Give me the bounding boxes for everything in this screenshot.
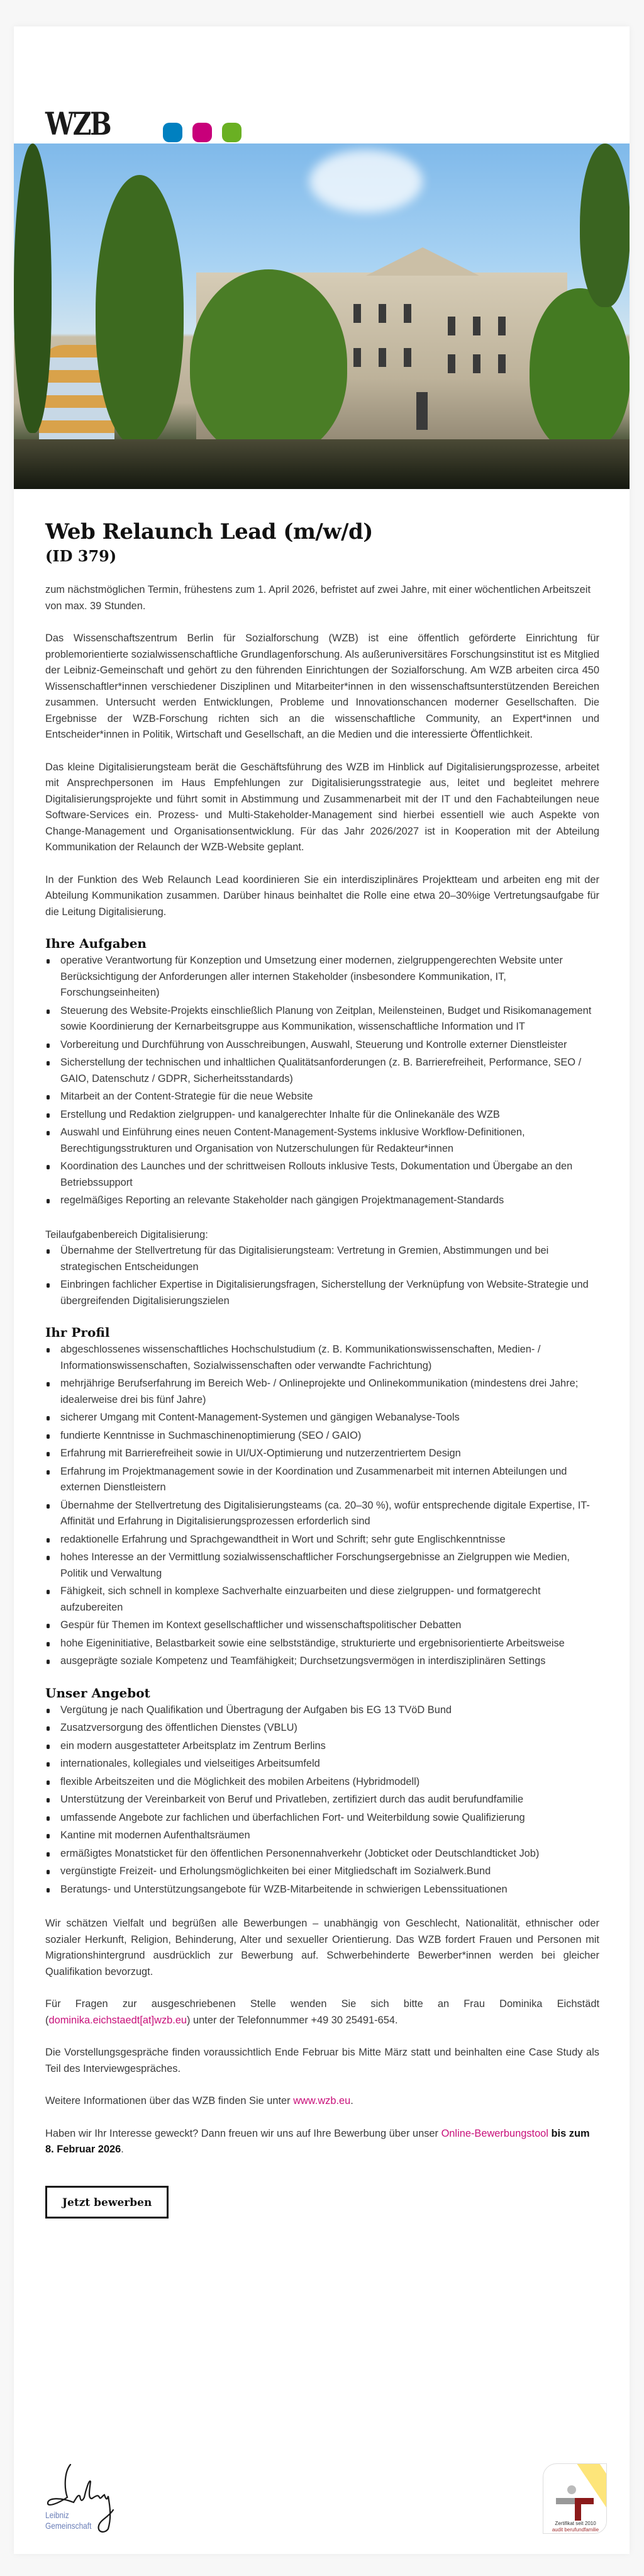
- list-item: Übernahme der Stellvertretung des Digitalisierungsteams (ca. 20–30 %), wofür entsprechende digitale Expertise, IT-Affinität und Erfahrung in Digitalisierungsprozessen erforderlich sind: [60, 1498, 599, 1530]
- leibniz-line2: Gemeinschaft: [45, 2521, 92, 2531]
- online-application-link[interactable]: Online-Bewerbungstool: [441, 2127, 548, 2139]
- list-item: Vergütung je nach Qualifikation und Übertragung der Aufgaben bis EG 13 TVöD Bund: [60, 1702, 599, 1719]
- profile-heading: Ihr Profil: [45, 1325, 110, 1340]
- about-wzb: Das Wissenschaftszentrum Berlin für Sozialforschung (WZB) ist eine öffentlich geförderte Einrichtung für problemorientierte sozialwissenschaftliche Grundlagenforschung. Als außeruniversitäres Forschungsinstitut ist es Mitglied der Leibniz-Gemeinschaft und gehört zu den führenden Einrichtungen der Sozialforschung. Am WZB arbeiten circa 450 Wissenschaftler*innen verschiedener Disziplinen und Mitarbeiter*innen in den wissenschaftsunterstützenden Bereichen zusammen. Untersucht werden Entwicklungen, Probleme und Innovationschancen moderner Gesellschaften. Die Ergebnisse der WZB-Forschung richten sich an die wissenschaftliche Community, an Expert*innen und Entscheider*innen in Politik, Wirtschaft und Gesellschaft, an die Medien und die interessierte Öffentlichkeit.: [45, 633, 599, 740]
- subtasks-heading: Teilaufgabenbereich Digitalisierung:: [45, 1229, 208, 1240]
- list-item: Einbringen fachlicher Expertise in Digitalisierungsfragen, Sicherstellung der Verknüpfung von Website-Strategie und übergreifenden Digitalisierungszielen: [60, 1277, 599, 1309]
- contact-info: Für Fragen zur ausgeschriebenen Stelle wenden Sie sich bitte an Frau Dominika Eichstädt (dominika.eichstaedt[at]wzb.eu) unter der Telefonnummer +49 30 25491-654.: [45, 1998, 599, 2026]
- list-item: Übernahme der Stellvertretung für das Digitalisierungsteam: Vertretung in Gremien, Abstimmungen und bei strategischen Entscheidungen: [60, 1243, 599, 1275]
- green-dot-icon: [222, 123, 242, 142]
- job-title: Web Relaunch Lead (m/w/d): [45, 519, 373, 544]
- offer-heading: Unser Angebot: [45, 1685, 150, 1701]
- apply-now-button[interactable]: Jetzt bewerben: [45, 2186, 169, 2219]
- tree-shape: [530, 288, 630, 452]
- list-item: Erfahrung im Projektmanagement sowie in der Koordination und Zusammenarbeit mit internen Abteilungen und externen Dienstleistern: [60, 1464, 599, 1496]
- list-item: Erfahrung mit Barrierefreiheit sowie in UI/UX-Optimierung und nutzerzentriertem Design: [60, 1446, 599, 1462]
- blue-dot-icon: [163, 123, 182, 142]
- job-id: (ID 379): [45, 547, 117, 565]
- list-item: Vorbereitung und Durchführung von Ausschreibungen, Auswahl, Steuerung und Kontrolle externer Dienstleister: [60, 1037, 599, 1054]
- poplar-tree-shape: [96, 175, 184, 446]
- list-item: Unterstützung der Vereinbarkeit von Beruf und Privatleben, zertifiziert durch das audit berufundfamilie: [60, 1792, 599, 1808]
- window-shape: [448, 354, 455, 373]
- list-item: flexible Arbeitszeiten und die Möglichkeit des mobilen Arbeitens (Hybridmodell): [60, 1774, 599, 1791]
- list-item: ein modern ausgestatteter Arbeitsplatz im Zentrum Berlins: [60, 1738, 599, 1755]
- list-item: Fähigkeit, sich schnell in komplexe Sachverhalte einzuarbeiten und diese zielgruppen- und formatgerecht aufzubereiten: [60, 1583, 599, 1616]
- list-item: Zusatzversorgung des öffentlichen Dienstes (VBLU): [60, 1720, 599, 1736]
- person-head-icon: [567, 2485, 576, 2494]
- audit-certificate-text: Zertifikat seit 2010: [555, 2521, 596, 2526]
- canal-wall-shape: [14, 439, 630, 489]
- subtasks-list: [45, 1243, 599, 1309]
- list-item: Steuerung des Website-Projekts einschließlich Planung von Zeitplan, Meilensteinen, Budget und Risikomanagement sowie Koordinierung der Kernarbeitsgruppe aus Kommunikation, wissenschaftliche Information und IT: [60, 1003, 599, 1035]
- leibniz-logo: [45, 2460, 140, 2535]
- footer: [14, 2460, 630, 2541]
- job-intro: zum nächstmöglichen Termin, frühestens zum 1. April 2026, befristet auf zwei Jahre, mit einer wöchentlichen Arbeitszeit von max. 39 Stunden.: [45, 584, 591, 612]
- header: [14, 26, 630, 143]
- diversity-statement: Wir schätzen Vielfalt und begrüßen alle Bewerbungen – unabhängig von Geschlecht, Nationalität, ethnischer oder sozialer Herkunft, Religion, Behinderung, Alter und sexueller Orientierung. Das WZB fordert Frauen und Personen mit Migrationshintergrund ausdrücklich zur Bewerbung auf. Schwerbehinderte Bewerber*innen werden bei gleicher Qualifikation bevorzugt.: [45, 1918, 599, 1977]
- apply-info: Haben wir Ihr Interesse geweckt? Dann freuen wir uns auf Ihre Bewerbung über unser Online-Bewerbungstool bis zum 8. Februar 2026.: [45, 2127, 590, 2155]
- window-shape: [498, 317, 506, 335]
- wzb-website-link[interactable]: www.wzb.eu: [293, 2095, 351, 2106]
- pediment-shape: [366, 247, 479, 276]
- window-shape: [473, 317, 480, 335]
- list-item: Beratungs- und Unterstützungsangebote für WZB-Mitarbeitende in schwierigen Lebenssituationen: [60, 1882, 599, 1898]
- list-item: redaktionelle Erfahrung und Sprachgewandtheit in Wort und Schrift; sehr gute Englischkenntnisse: [60, 1532, 599, 1548]
- list-item: abgeschlossenes wissenschaftliches Hochschulstudium (z. B. Kommunikationswissenschaften, Medien- / Informationswissenschaften, Sozialwissenschaften oder verwandte Fachrichtung): [60, 1342, 599, 1374]
- window-shape: [353, 304, 361, 323]
- about-team: Das kleine Digitalisierungsteam berät die Geschäftsführung des WZB im Hinblick auf Digitalisierungsprozesse, arbeitet mit Ansprechpersonen im Haus Empfehlungen zur Digitalisierungsstrategie aus, leitet und begleitet mehrere Digitalisierungsprojekte und führt somit in Abstimmung und Zusammenarbeit mit der IT und den Fachabteilungen neue Software-Services ein. Prozess- und Multi-Stakeholder-Management sind hierbei essentiell wie auch Aspekte von Change-Management und Organisationsentwicklung. Für das Jahr 2026/2027 ist in Kooperation mit der Abteilung Kommunikation der Relaunch der WZB-Website geplant.: [45, 761, 599, 853]
- wzb-logo-dots: [163, 123, 242, 142]
- about-role: In der Funktion des Web Relaunch Lead koordinieren Sie ein interdisziplinäres Projektteam und arbeiten eng mit der Abteilung Kommunikation zusammen. Darüber hinaus beinhaltet die Rolle eine etwa 20–30%ige Vertretungsaufgabe für die Leitung Digitalisierung.: [45, 874, 599, 918]
- window-shape: [448, 317, 455, 335]
- list-item: Auswahl und Einführung eines neuen Content-Management-Systems inklusive Workflow-Definitionen, Berechtigungsstrukturen und Organisation von Nutzerschulungen für Redakteur*innen: [60, 1125, 599, 1157]
- list-item: mehrjährige Berufserfahrung im Bereich Web- / Onlineprojekte und Onlinekommunikation (mindestens drei Jahre; idealerweise drei bis fünf Jahre): [60, 1376, 599, 1408]
- leibniz-line1: Leibniz: [45, 2510, 69, 2520]
- list-item: Koordination des Launches und der schrittweisen Rollouts inklusive Tests, Dokumentation und Übergabe an den Betriebssupport: [60, 1159, 599, 1191]
- offer-list: [45, 1702, 599, 1898]
- wzb-logo: WZB: [45, 105, 111, 142]
- list-item: vergünstigte Freizeit- und Erholungsmöglichkeiten bei einer Mitgliedschaft im Sozialwerk.Bund: [60, 1864, 599, 1880]
- list-item: operative Verantwortung für Konzeption und Umsetzung einer modernen, zielgruppengerechten Website unter Berücksichtigung der Anforderungen aller internen Stakeholder (insbesondere Kommunikation, IT, Forschungseinheiten): [60, 953, 599, 1001]
- window-shape: [379, 348, 386, 367]
- application-deadline: bis zum 8. Februar 2026: [45, 2127, 590, 2155]
- tree-shape: [14, 143, 52, 433]
- list-item: ermäßigtes Monatsticket für den öffentlichen Personennahverkehr (Jobticket oder Deutschlandticket Job): [60, 1846, 599, 1862]
- job-content: [45, 519, 599, 2219]
- list-item: Sicherstellung der technischen und inhaltlichen Qualitätsanforderungen (z. B. Barrierefreiheit, Performance, SEO / GAIO, Datenschutz / GDPR, Sicherheitsstandards): [60, 1055, 599, 1087]
- list-item: umfassende Angebote zur fachlichen und überfachlichen Fort- und Weiterbildung sowie Qualifizierung: [60, 1810, 599, 1826]
- list-item: sicherer Umgang mit Content-Management-Systemen und gängigen Webanalyse-Tools: [60, 1410, 599, 1426]
- cloud-shape: [309, 150, 423, 213]
- window-shape: [498, 354, 506, 373]
- list-item: Kantine mit modernen Aufenthaltsräumen: [60, 1828, 599, 1844]
- window-shape: [404, 304, 411, 323]
- list-item: hohes Interesse an der Vermittlung sozialwissenschaftlicher Forschungsergebnisse an Zielgruppen wie Medien, Politik und Verwaltung: [60, 1550, 599, 1582]
- tasks-list: [45, 953, 599, 1209]
- profile-list: [45, 1342, 599, 1670]
- list-item: regelmäßiges Reporting an relevante Stakeholder nach gängigen Projektmanagement-Standards: [60, 1193, 599, 1209]
- magenta-dot-icon: [192, 123, 212, 142]
- window-shape: [404, 348, 411, 367]
- more-info: Weitere Informationen über das WZB finden Sie unter www.wzb.eu.: [45, 2095, 353, 2106]
- audit-berufundfamilie-badge: [543, 2460, 608, 2534]
- interview-info: Die Vorstellungsgespräche finden voraussichtlich Ende Februar bis Mitte März statt und beinhalten eine Case Study als Teil des Interviewgespräches.: [45, 2047, 599, 2074]
- list-item: Erstellung und Redaktion zielgruppen- und kanalgerechter Inhalte für die Onlinekanäle des WZB: [60, 1107, 599, 1123]
- tasks-heading: Ihre Aufgaben: [45, 936, 147, 951]
- list-item: internationales, kollegiales und vielseitiges Arbeitsumfeld: [60, 1756, 599, 1772]
- contact-email-link[interactable]: dominika.eichstaedt[at]wzb.eu: [48, 2014, 187, 2026]
- list-item: fundierte Kenntnisse in Suchmaschinenoptimierung (SEO / GAIO): [60, 1428, 599, 1444]
- window-shape: [353, 348, 361, 367]
- list-item: hohe Eigeninitiative, Belastbarkeit sowie eine selbstständige, strukturierte und ergebnisorientierte Arbeitsweise: [60, 1636, 599, 1652]
- list-item: Mitarbeit an der Content-Strategie für die neue Website: [60, 1089, 599, 1105]
- job-posting-card: [14, 26, 630, 2554]
- door-shape: [416, 392, 428, 430]
- list-item: Gespür für Themen im Kontext gesellschaftlicher und wissenschaftspolitischer Debatten: [60, 1617, 599, 1634]
- tree-shape: [190, 269, 347, 458]
- window-shape: [379, 304, 386, 323]
- window-shape: [473, 354, 480, 373]
- audit-brand-text: audit berufundfamilie: [552, 2527, 599, 2533]
- list-item: ausgeprägte soziale Kompetenz und Teamfähigkeit; Durchsetzungsvermögen in interdisziplinären Settings: [60, 1653, 599, 1670]
- hero-photo: [14, 143, 630, 489]
- tree-shape: [580, 143, 630, 307]
